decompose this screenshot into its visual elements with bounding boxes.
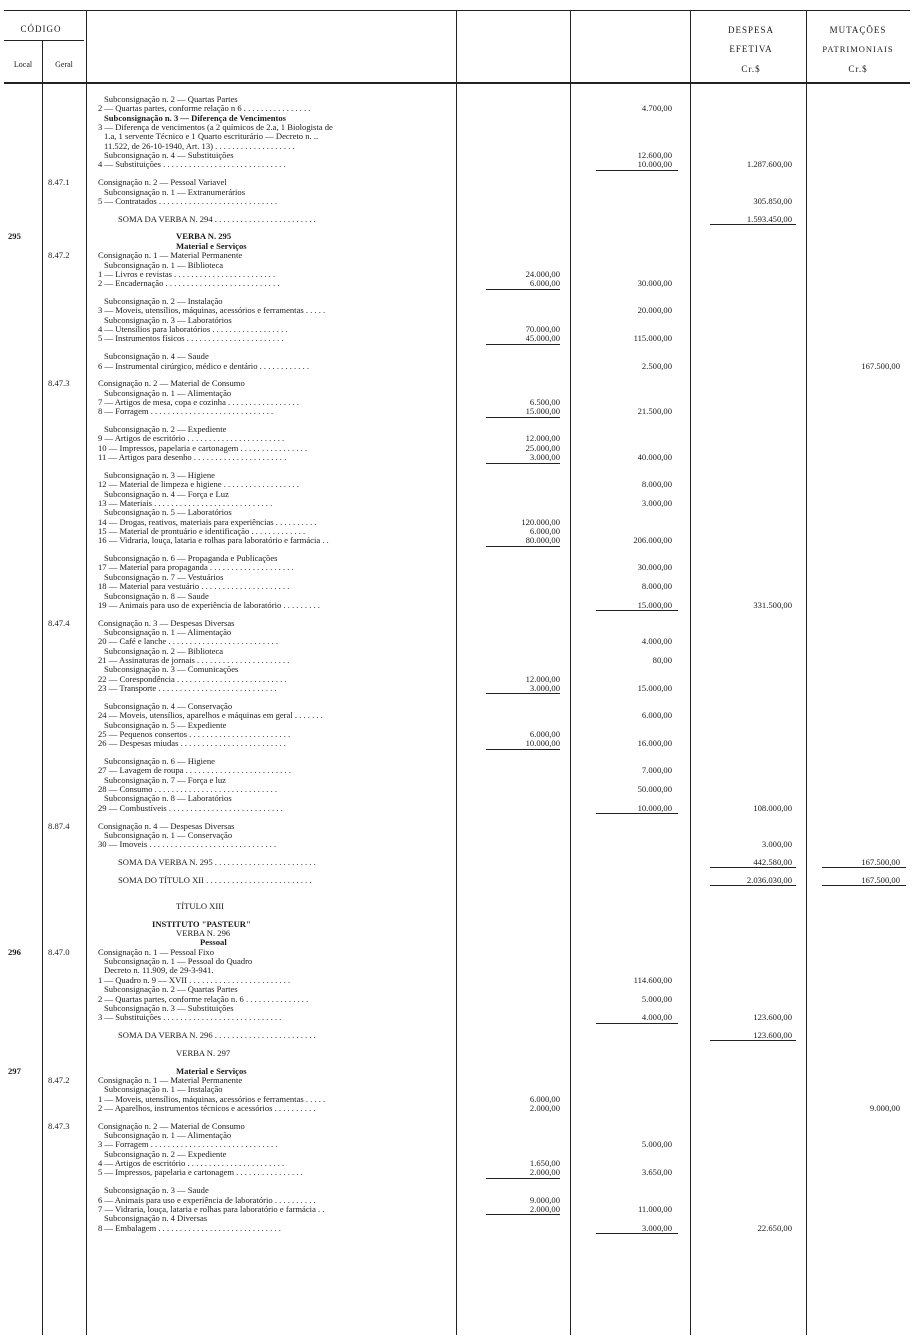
line-text: 5 — Impressos, papelaria e cartonagem . . . . . . . . . . . . . . . . [98,1167,303,1178]
subtotal-value: 8.000,00 [641,581,672,592]
subtotal-value: 11.000,00 [637,1203,672,1214]
ledger-row [0,361,918,371]
subtotal-value: 15.000,00 [637,683,672,694]
geral-code: 8.47.4 [48,617,70,628]
sum-rule [710,885,796,886]
partial-value: 80.000,00 [525,535,560,546]
ledger-row [0,159,918,169]
geral-code: 8.47.0 [48,946,70,957]
subtotal-value: 40.000,00 [637,452,672,463]
ledger-row [0,406,918,416]
top-rule [4,10,910,11]
line-text: Consignação n. 2 — Material de Consumo [98,378,245,389]
line-text: Subconsignação n. 2 — Quartas Partes [104,94,238,104]
line-text: 27 — Lavagem de roupa . . . . . . . . . . . . . . . . . . . . . . . . . [98,765,291,776]
line-text: SOMA DA VERBA N. 295 . . . . . . . . . . . . . . . . . . . . . . . . [118,857,316,867]
ledger-row [0,214,918,224]
line-text: Subconsignação n. 4 Diversas [104,1213,208,1224]
geral-header: Geral [55,60,73,69]
line-text: 1.a, 1 servente Técnico e 1 Quarto escriturário — Decreto n. .. [104,131,319,142]
sum-rule [596,610,678,611]
line-text: Subconsignação n. 2 — Expediente [104,424,227,435]
partial-value: 2.000,00 [529,1167,560,1178]
line-text: Subconsignação n. 3 — Comunicações [104,664,239,675]
line-text: 20 — Café e lanche . . . . . . . . . . . . . . . . . . . . . . . . . . [98,636,278,647]
line-text: Subconsignação n. 1 — Extranumerários [104,186,246,197]
line-text: SOMA DA VERBA N. 296 . . . . . . . . . . . . . . . . . . . . . . . . [118,1029,316,1040]
line-text: Decreto n. 11.909, de 29-3-941. [104,965,214,976]
line-text: 1 — Quadro n. 9 — XVII . . . . . . . . . . . . . . . . . . . . . . . . [98,974,291,985]
ledger-row [0,1048,918,1058]
partial-value: 10.000,00 [525,738,560,749]
despesa-efetiva-value: 123.600,00 [753,1012,792,1023]
mutacoes-value: 167.500,00 [861,360,900,371]
line-text: SOMA DO TÍTULO XII . . . . . . . . . . . . . . . . . . . . . . . . . [118,874,312,885]
ledger-row [0,839,918,849]
line-text: VERBA N. 297 [176,1047,231,1058]
partial-value: 120.000,00 [521,516,560,527]
line-text: Subconsignação n. 1 — Biblioteca [104,259,224,270]
subtotal-value: 50.000,00 [637,784,672,794]
mutacoes-value: 167.500,00 [861,874,900,885]
line-text: Subconsignação n. 2 — Expediente [104,1148,227,1159]
sum-rule [486,463,560,464]
line-text: 8 — Embalagem . . . . . . . . . . . . . . . . . . . . . . . . . . . . . [98,1222,281,1233]
subtotal-value: 5.000,00 [641,1139,672,1150]
line-text: Pessoal [200,937,227,948]
line-text: Consignação n. 1 — Pessoal Fixo [98,946,215,957]
line-text: 12 — Material de limpeza e higiene . . . . . . . . . . . . . . . . . . [98,479,299,490]
line-text: 11.522, de 26-10-1940, Art. 13) . . . . . . . . . . . . . . . . . . . [104,140,295,151]
line-text: Subconsignação n. 4 — Saude [104,351,209,362]
line-text: Subconsignação n. 3 — Diferença de Vencimentos [104,112,286,123]
line-text: 8 — Forragem . . . . . . . . . . . . . . . . . . . . . . . . . . . . . [98,406,274,417]
line-text: Subconsignação n. 4 — Conservação [104,700,233,711]
line-text: Consignação n. 4 — Despesas Diversas [98,820,235,831]
partial-value: 1.650,00 [529,1158,560,1168]
line-text: Subconsignação n. 5 — Expediente [104,719,227,730]
sum-rule [596,1023,678,1024]
geral-code: 8.47.1 [48,177,70,188]
line-text: 24 — Moveis, utensílios, aparelhos e máquinas em geral . . . . . . . [98,710,323,721]
line-text: Subconsignação n. 1 — Alimentação [104,1130,232,1140]
line-text: Subconsignação n. 2 — Quartas Partes [104,984,238,995]
line-text: 4 — Artigos de escritório . . . . . . . . . . . . . . . . . . . . . . . [98,1158,285,1168]
ledger-row [0,278,918,288]
sum-rule [486,749,560,750]
ledger-row [0,803,918,813]
ledger-row [0,452,918,462]
line-text: 2 — Quartas partes, conforme relação n. 6 . . . . . . . . . . . . . . . [98,993,309,1004]
line-text: 11 — Artigos para desenho . . . . . . . . . . . . . . . . . . . . . . [98,452,287,463]
line-text: 21 — Assinaturas de jornais . . . . . . . . . . . . . . . . . . . . . . [98,655,290,665]
mutacoes-header-2: PATRIMONIAIS [822,44,894,54]
line-text: Subconsignação n. 3 — Higiene [104,469,215,480]
line-text: 4 — Utensílios para laboratórios . . . . . . . . . . . . . . . . . . [98,324,288,334]
despesa-efetiva-value: 22.650,00 [757,1222,792,1233]
ledger-row [0,683,918,693]
line-text: 26 — Despesas miudas . . . . . . . . . . . . . . . . . . . . . . . . . [98,738,286,749]
line-text: Subconsignação n. 3 — Saude [104,1185,209,1196]
line-text: Consignação n. 2 — Pessoal Variavel [98,177,227,188]
subtotal-value: 3.000,00 [641,1222,672,1233]
sum-rule [596,170,678,171]
partial-value: 3.000,00 [529,452,560,463]
ledger-row [0,535,918,545]
mutacoes-header-1: MUTAÇÕES [829,25,887,35]
subtotal-value: 2.500,00 [641,360,672,371]
line-text: Material e Serviços [176,1065,247,1076]
ledger-row [0,875,918,885]
subtotal-value: 30.000,00 [637,562,672,573]
subtotal-value: 6.000,00 [641,710,672,721]
despesa-efetiva-value: 3.000,00 [761,839,792,850]
partial-value: 6.500,00 [529,396,560,407]
subtotal-value: 4.000,00 [641,1012,672,1023]
line-text: Subconsignação n. 4 — Substituições [104,150,234,161]
subtotal-value: 4.700,00 [641,103,672,114]
line-text: 2 — Quartas partes, conforme relação n 6 . . . . . . . . . . . . . . . . [98,103,311,114]
subtotal-value: 16.000,00 [637,738,672,749]
subtotal-value: 7.000,00 [641,765,672,776]
geral-code: 8.47.3 [48,378,70,389]
sum-rule [822,867,906,868]
subtotal-value: 21.500,00 [637,406,672,417]
partial-value: 6.000,00 [529,728,560,739]
sum-rule [486,693,560,694]
subtotal-value: 15.000,00 [637,599,672,610]
despesa-efetiva-value: 305.850,00 [753,195,792,206]
line-text: Subconsignação n. 1 — Conservação [104,829,233,840]
subtotal-value: 10.000,00 [637,159,672,170]
line-text: Subconsignação n. 4 — Força e Luz [104,488,229,499]
subtotal-value: 10.000,00 [637,802,672,813]
line-text: Subconsignação n. 8 — Laboratórios [104,793,232,804]
sum-rule [710,224,796,225]
line-text: 3 — Forragem . . . . . . . . . . . . . . . . . . . . . . . . . . . . . . [98,1139,278,1150]
line-text: TÍTULO XIII [176,900,224,911]
line-text: Consignação n. 1 — Material Permanente [98,250,243,261]
line-text: 2 — Encadernação . . . . . . . . . . . . . . . . . . . . . . . . . . . [98,278,280,289]
line-text: 4 — Substituições . . . . . . . . . . . . . . . . . . . . . . . . . . . . . [98,159,286,170]
line-text: 1 — Moveis, utensílios, máquinas, acessórios e ferramentas . . . . . [98,1093,326,1104]
partial-value: 2.000,00 [529,1203,560,1214]
ledger-row [0,1012,918,1022]
partial-value: 9.000,00 [529,1194,560,1205]
line-text: Subconsignação n. 1 — Instalação [104,1084,223,1095]
sum-rule [486,344,560,345]
sum-rule [486,417,560,418]
ledger-row [0,1103,918,1113]
line-text: 19 — Animais para uso de experiência de laboratório . . . . . . . . . [98,599,320,610]
line-text: Subconsignação n. 6 — Propaganda e Publicações [104,553,278,564]
line-text: 22 — Corespondência . . . . . . . . . . . . . . . . . . . . . . . . . . [98,673,287,684]
line-text: 18 — Material para vestuário . . . . . . . . . . . . . . . . . . . . . [98,581,290,592]
ledger-row [0,1167,918,1177]
subtotal-value: 8.000,00 [641,479,672,490]
geral-code: 8.87.4 [48,820,70,831]
ledger-row [0,738,918,748]
local-code: 295 [8,231,21,242]
line-text: Subconsignação n. 3 — Laboratórios [104,314,232,325]
line-text: Subconsignação n. 7 — Vestuários [104,571,224,582]
line-text: VERBA N. 296 [176,928,231,938]
partial-value: 12.000,00 [525,673,560,684]
subtotal-value: 114.600,00 [633,974,672,985]
line-text: Subconsignação n. 2 — Instalação [104,296,223,306]
line-text: 29 — Combustíveis . . . . . . . . . . . . . . . . . . . . . . . . . . . [98,802,283,813]
line-text: INSTITUTO "PASTEUR" [152,918,251,929]
despesa-efetiva-value: 442.580,00 [753,857,792,867]
ledger-row [0,1223,918,1233]
subtotal-value: 206.000,00 [633,535,672,546]
sum-rule [486,289,560,290]
despesa-header-3: Cr.$ [741,64,761,74]
line-text: VERBA N. 295 [176,231,232,242]
line-text: Subconsignação n. 6 — Higiene [104,756,215,766]
subtotal-value: 30.000,00 [637,278,672,289]
line-text: Consignação n. 3 — Despesas Diversas [98,617,235,628]
line-text: Subconsignação n. 1 — Alimentação [104,627,232,637]
despesa-efetiva-value: 1.287.600,00 [746,159,792,170]
geral-code: 8.47.2 [48,1074,70,1085]
partial-value: 6.000,00 [529,526,560,536]
despesa-efetiva-value: 331.500,00 [753,599,792,610]
line-text: 17 — Material para propaganda . . . . . . . . . . . . . . . . . . . . [98,562,294,573]
line-text: 6 — Animais para uso e experiência de laboratório . . . . . . . . . . [98,1194,316,1205]
local-code: 297 [8,1065,21,1076]
line-text: 10 — Impressos, papelaria e cartonagem . . . . . . . . . . . . . . . . [98,442,308,453]
line-text: Subconsignação n. 3 — Substituições [104,1002,234,1013]
line-text: 15 — Material de prontuário e identificação . . . . . . . . . . . . . [98,526,306,536]
line-text: 5 — Instrumentos físicos . . . . . . . . . . . . . . . . . . . . . . . [98,333,284,344]
codigo-rule [4,40,84,41]
line-text: 7 — Artigos de mesa, copa e cozinha . . . . . . . . . . . . . . . . . [98,396,299,407]
sum-rule [596,1233,678,1234]
line-text: 3 — Diferença de vencimentos (a 2 químicos de 2.a, 1 Biologista de [98,122,333,132]
line-text: 5 — Contratados . . . . . . . . . . . . . . . . . . . . . . . . . . . . [98,195,278,206]
line-text: SOMA DA VERBA N. 294 . . . . . . . . . . . . . . . . . . . . . . . . [118,213,316,224]
partial-value: 25.000,00 [525,442,560,453]
despesa-efetiva-value: 2.036.030,00 [746,874,792,885]
line-text: 30 — Imoveis . . . . . . . . . . . . . . . . . . . . . . . . . . . . . . [98,839,277,850]
partial-value: 6.000,00 [529,278,560,289]
codigo-header: CÓDIGO [20,24,62,34]
partial-value: 12.000,00 [525,433,560,444]
line-text: 14 — Drogas, reativos, materiais para experiências . . . . . . . . . . [98,516,317,527]
subtotal-value: 20.000,00 [637,305,672,316]
sum-rule [822,885,906,886]
sum-rule [710,867,796,868]
subtotal-value: 5.000,00 [641,993,672,1004]
header-bottom-rule [4,82,910,84]
partial-value: 3.000,00 [529,683,560,694]
subtotal-value: 115.000,00 [633,333,672,344]
partial-value: 6.000,00 [529,1093,560,1104]
line-text: Subconsignação n. 1 — Alimentação [104,387,232,398]
despesa-header-1: DESPESA [727,25,774,35]
subtotal-value: 3.650,00 [641,1167,672,1178]
line-text: 7 — Vidraria, louça, lataria e rolhas para laboratório e farmácia . . [98,1203,325,1214]
line-text: 23 — Transporte . . . . . . . . . . . . . . . . . . . . . . . . . . . . [98,683,277,694]
line-text: 2 — Aparelhos, instrumentos técnicos e acessórios . . . . . . . . . . [98,1102,316,1113]
despesa-efetiva-value: 123.600,00 [753,1029,792,1040]
partial-value: 15.000,00 [525,406,560,417]
partial-value: 70.000,00 [525,324,560,334]
despesa-efetiva-value: 1.593.450,00 [746,213,792,224]
partial-value: 24.000,00 [525,268,560,279]
mutacoes-value: 167.500,00 [861,857,900,867]
sum-rule [486,1178,560,1179]
line-text: Subconsignação n. 2 — Biblioteca [104,645,224,656]
line-text: 3 — Moveis, utensílios, máquinas, acessórios e ferramentas . . . . . [98,305,326,316]
geral-code: 8.47.3 [48,1120,70,1131]
line-text: 25 — Pequenos consertos . . . . . . . . . . . . . . . . . . . . . . . . [98,728,291,739]
ledger-row [0,196,918,206]
despesa-efetiva-value: 108.000,00 [753,802,792,813]
line-text: Consignação n. 1 — Material Permanente [98,1074,243,1085]
line-text: 6 — Instrumental cirúrgico, médico e dentário . . . . . . . . . . . . [98,360,310,371]
sum-rule [596,813,678,814]
line-text: 16 — Vidraria, louça, lataria e rolhas para laboratório e farmácia . . [98,535,329,546]
geral-code: 8.47.2 [48,250,70,261]
sum-rule [710,1040,796,1041]
local-header: Local [13,60,33,69]
line-text: Subconsignação n. 7 — Força e luz [104,774,226,785]
despesa-header-2: EFETIVA [729,44,773,54]
partial-value: 2.000,00 [529,1102,560,1113]
subtotal-value: 4.000,00 [641,636,672,647]
line-text: 3 — Substituições . . . . . . . . . . . . . . . . . . . . . . . . . . . . [98,1012,282,1023]
local-code: 296 [8,946,21,957]
ledger-row [0,857,918,867]
subtotal-value: 3.000,00 [641,497,672,508]
line-text: 9 — Artigos de escritório . . . . . . . . . . . . . . . . . . . . . . . [98,433,285,444]
line-text: 1 — Livros e revistas . . . . . . . . . . . . . . . . . . . . . . . . [98,268,276,279]
subtotal-value: 80,00 [652,655,672,665]
line-text: 13 — Materiais . . . . . . . . . . . . . . . . . . . . . . . . . . . . [98,497,273,508]
line-text: Subconsignação n. 5 — Laboratórios [104,507,232,518]
ledger-row [0,600,918,610]
line-text: Subconsignação n. 1 — Pessoal do Quadro [104,956,253,967]
line-text: Subconsignação n. 8 — Saude [104,590,209,601]
line-text: Consignação n. 2 — Material de Consumo [98,1120,245,1131]
ledger-row [0,333,918,343]
partial-value: 45.000,00 [525,333,560,344]
ledger-row [0,901,918,911]
line-text: Material e Serviços [176,240,247,251]
ledger-row [0,1030,918,1040]
mutacoes-value: 9.000,00 [869,1102,900,1113]
subtotal-value: 12.600,00 [637,150,672,161]
mutacoes-header-3: Cr.$ [848,64,868,74]
sum-rule [486,546,560,547]
line-text: 28 — Consumo . . . . . . . . . . . . . . . . . . . . . . . . . . . . . [98,784,278,794]
